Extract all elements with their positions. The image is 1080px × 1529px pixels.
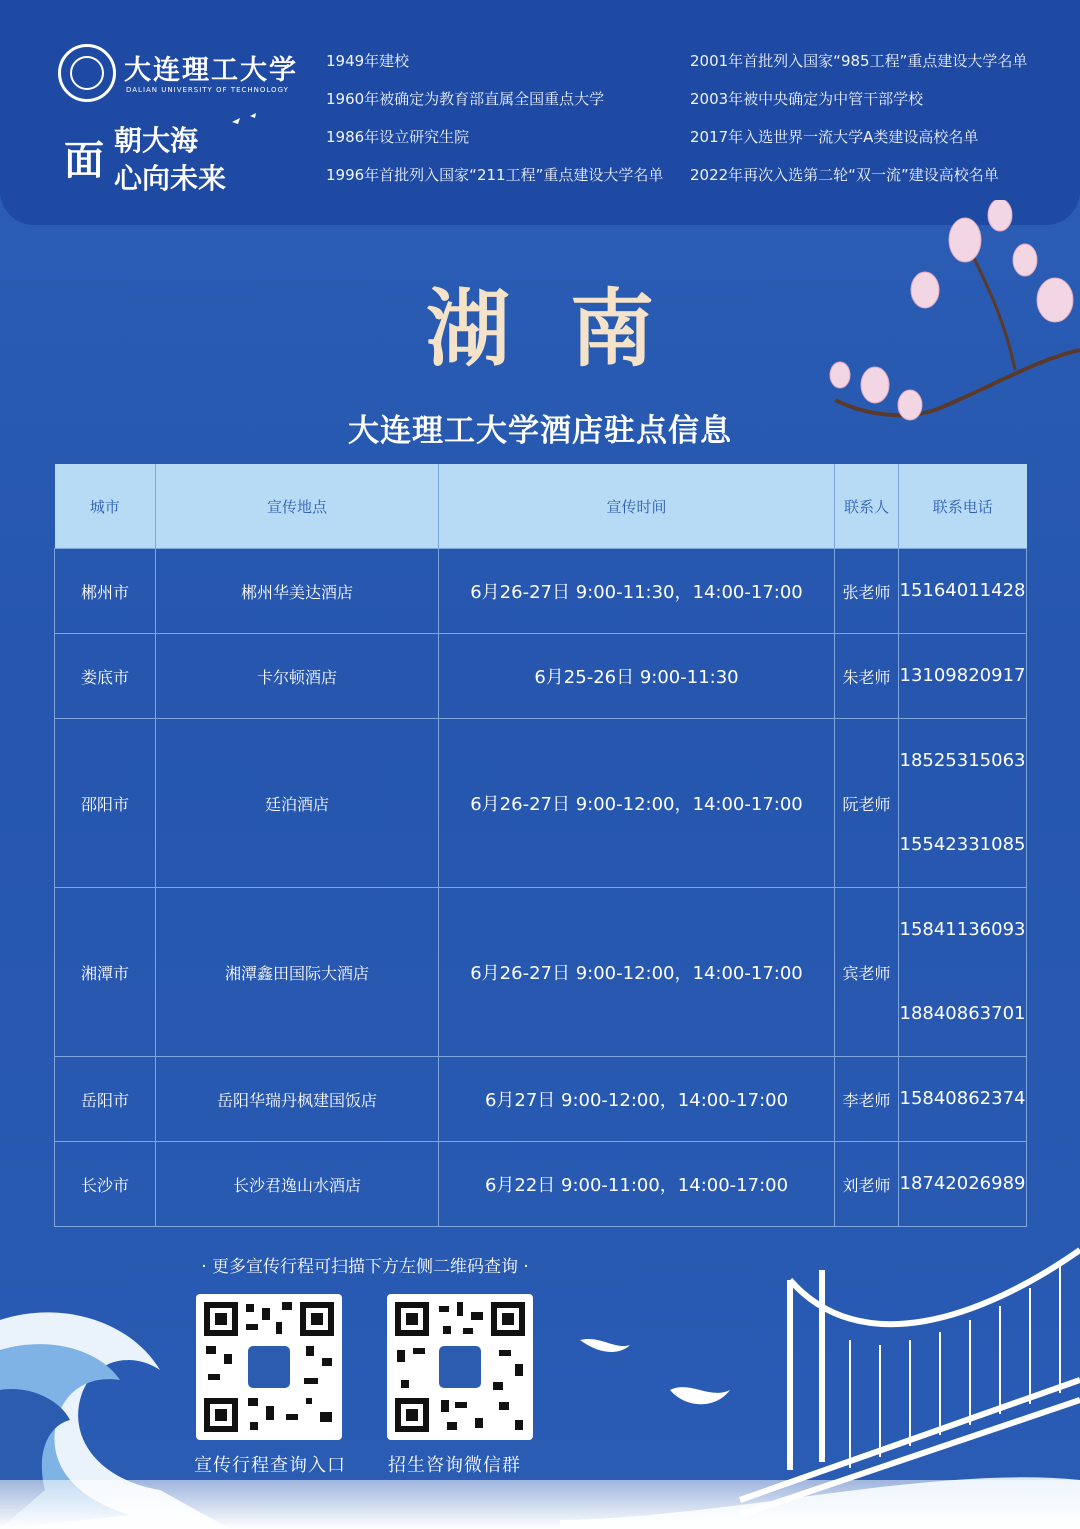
history-item: 1949年建校 [326, 52, 410, 70]
table-row [55, 719, 1027, 888]
cell-contact: 李老师 [835, 1057, 899, 1142]
table-row [55, 634, 1027, 719]
cell-place: 廷泊酒店 [156, 719, 439, 888]
column-header-place: 宣传地点 [156, 464, 439, 549]
cell-city: 湘潭市 [55, 888, 156, 1057]
university-name-en: DALIAN UNIVERSITY OF TECHNOLOGY [126, 86, 289, 94]
phone-number: 13109820917 [899, 665, 1026, 686]
phone-number: 15164011428 [899, 580, 1026, 601]
phone-number: 15841136093 [899, 919, 1026, 940]
column-header-contact: 联系人 [835, 464, 899, 549]
table-row [55, 1057, 1027, 1142]
svg-text:心向未来: 心向未来 [114, 162, 227, 195]
cell-contact: 张老师 [835, 549, 899, 634]
page-subtitle: 大连理工大学酒店驻点信息 [348, 413, 732, 449]
cell-place: 湘潭鑫田国际大酒店 [156, 888, 439, 1057]
svg-text:朝大海: 朝大海 [114, 124, 199, 157]
qr-code-wechat-group[interactable] [387, 1294, 533, 1440]
cell-contact: 宾老师 [835, 888, 899, 1057]
table-header-row [55, 464, 1027, 549]
cell-contact: 阮老师 [835, 719, 899, 888]
university-seal-logo [58, 44, 116, 102]
cell-place: 长沙君逸山水酒店 [156, 1142, 439, 1227]
history-item: 2022年再次入选第二轮“双一流”建设高校名单 [690, 166, 999, 184]
table-row [55, 549, 1027, 634]
qr-code-itinerary[interactable] [196, 1294, 342, 1440]
phone-number: 18525315063 [899, 750, 1026, 771]
table-row [55, 1142, 1027, 1227]
qr-label-itinerary: 宣传行程查询入口 [194, 1455, 346, 1476]
history-item: 1960年被确定为教育部直属全国重点大学 [326, 90, 605, 108]
cell-city: 岳阳市 [55, 1057, 156, 1142]
qr-label-wechat-group: 招生咨询微信群 [388, 1455, 521, 1476]
cell-phone [899, 1057, 1027, 1142]
column-header-city: 城市 [55, 464, 156, 549]
history-item: 1986年设立研究生院 [326, 128, 470, 146]
header-panel [0, 0, 1080, 225]
cell-phone [899, 634, 1027, 719]
table-row [55, 888, 1027, 1057]
phone-number: 18742026989 [899, 1173, 1026, 1194]
cell-time: 6月27日 9:00-12:00，14:00-17:00 [439, 1057, 835, 1142]
cell-contact: 刘老师 [835, 1142, 899, 1227]
cell-city: 郴州市 [55, 549, 156, 634]
column-header-time: 宣传时间 [439, 464, 835, 549]
phone-number: 18840863701 [899, 1003, 1026, 1024]
column-header-phone: 联系电话 [899, 464, 1027, 549]
cell-time: 6月26-27日 9:00-11:30，14:00-17:00 [439, 549, 835, 634]
phone-number: 15542331085 [899, 834, 1026, 855]
qr-code-icon [196, 1294, 342, 1440]
cell-contact: 朱老师 [835, 634, 899, 719]
cell-time: 6月22日 9:00-11:00，14:00-17:00 [439, 1142, 835, 1227]
cell-place: 岳阳华瑞丹枫建国饭店 [156, 1057, 439, 1142]
cell-place: 卡尔顿酒店 [156, 634, 439, 719]
university-name: 大连理工大学 [124, 55, 298, 86]
cell-city: 邵阳市 [55, 719, 156, 888]
cell-time: 6月25-26日 9:00-11:30 [439, 634, 835, 719]
sea-decoration [0, 1480, 1080, 1529]
cell-phone [899, 719, 1027, 888]
province-title: 湖南 [425, 279, 714, 378]
schedule-table [54, 464, 1027, 1227]
history-item: 1996年首批列入国家“211工程”重点建设大学名单 [326, 166, 664, 184]
qr-instruction-note: · 更多宣传行程可扫描下方左侧二维码查询 · [201, 1257, 529, 1277]
history-item: 2017年入选世界一流大学A类建设高校名单 [690, 128, 979, 146]
qr-code-icon [387, 1294, 533, 1440]
phone-number: 15840862374 [899, 1088, 1026, 1109]
cell-city: 长沙市 [55, 1142, 156, 1227]
cell-time: 6月26-27日 9:00-12:00，14:00-17:00 [439, 888, 835, 1057]
history-item: 2001年首批列入国家“985工程”重点建设大学名单 [690, 52, 1028, 70]
cell-phone [899, 888, 1027, 1057]
slogan-calligraphy [62, 112, 277, 202]
history-item: 2003年被中央确定为中管干部学校 [690, 90, 924, 108]
svg-text:面: 面 [64, 137, 104, 184]
cell-city: 娄底市 [55, 634, 156, 719]
cell-place: 郴州华美达酒店 [156, 549, 439, 634]
cell-phone [899, 549, 1027, 634]
cell-phone [899, 1142, 1027, 1227]
cell-time: 6月26-27日 9:00-12:00，14:00-17:00 [439, 719, 835, 888]
